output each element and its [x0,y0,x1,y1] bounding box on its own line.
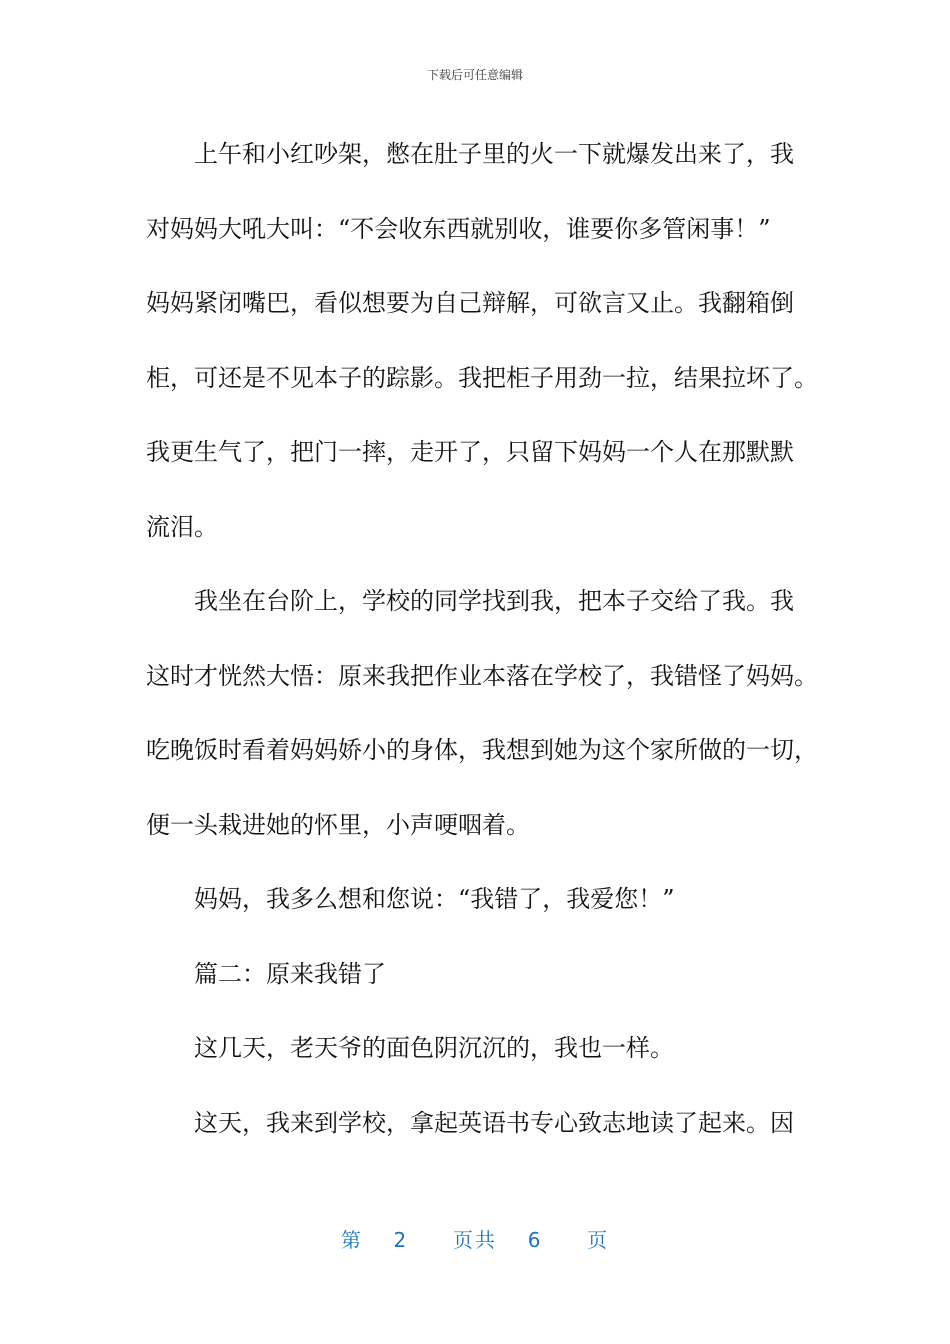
text-line: 柜，可还是不见本子的踪影。我把柜子用劲一拉，结果拉坏了。 [146,363,818,392]
text-line: 吃晚饭时看着妈妈娇小的身体，我想到她为这个家所做的一切， [146,736,818,764]
document-body [146,117,826,1160]
text-line: 这时才恍然大悟：原来我把作业本落在学校了，我错怪了妈妈。 [146,661,818,690]
text-line: 对妈妈大吼大叫：“不会收东西就别收，谁要你多管闲事！” [146,214,771,243]
paragraph-3 [146,862,826,937]
text-line: 我坐在台阶上，学校的同学找到我，把本子交给了我。我 [194,587,794,615]
paragraph-1 [146,117,826,564]
paragraph-2 [146,564,826,862]
text-line: 流泪。 [146,512,218,541]
text-line: 妈妈紧闭嘴巴，看似想要为自己辩解，可欲言又止。我翻箱倒 [146,289,794,317]
page-number-footer [0,1224,950,1253]
text-line: 这天，我来到学校，拿起英语书专心致志地读了起来。因 [194,1108,794,1137]
page-prefix: 第 [340,1228,363,1252]
paragraph-4 [146,1011,826,1086]
text-line: 上午和小红吵架，憋在肚子里的火一下就爆发出来了，我 [194,140,794,168]
page-mid: 页共 [453,1228,497,1252]
page-total: 6 [527,1228,543,1252]
text-line: 我更生气了，把门一摔，走开了，只留下妈妈一个人在那默默 [146,438,794,466]
text-line: 这几天，老天爷的面色阴沉沉的，我也一样。 [194,1034,674,1062]
page-header-note: 下载后可任意编辑 [426,68,523,82]
page-suffix: 页 [587,1228,610,1252]
text-line: 便一头栽进她的怀里，小声哽咽着。 [146,810,530,839]
text-line: 妈妈，我多么想和您说：“我错了，我爱您！” [194,885,675,913]
paragraph-5 [146,1086,826,1161]
heading-text: 篇二：原来我错了 [194,959,386,988]
section-heading [146,937,826,1012]
page-current: 2 [393,1228,409,1252]
